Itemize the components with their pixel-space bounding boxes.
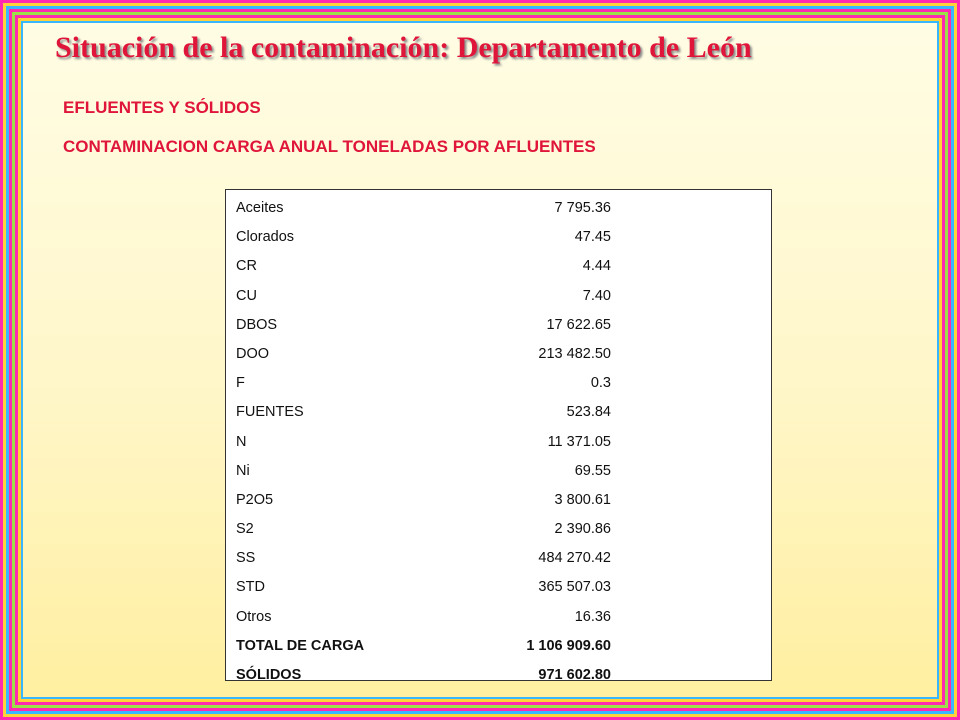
row-label: P2O5: [236, 491, 274, 508]
row-label: Ni: [236, 462, 250, 479]
row-value: 971 602.80: [538, 667, 611, 683]
row-value: 69.55: [574, 462, 611, 479]
row-value: 4.44: [582, 258, 611, 275]
table-row: [226, 400, 771, 429]
row-label: CU: [236, 287, 257, 304]
table-row: [226, 605, 771, 634]
row-label: S2: [236, 521, 254, 538]
row-value: 523.84: [566, 404, 611, 421]
table-row: [226, 488, 771, 517]
row-value: 47.45: [574, 229, 611, 246]
row-value: 2 390.86: [554, 521, 611, 538]
row-label: DBOS: [236, 316, 278, 333]
table-row: [226, 459, 771, 488]
row-label: FUENTES: [236, 404, 304, 421]
row-label: Clorados: [236, 229, 295, 246]
table-row: [226, 313, 771, 342]
table-row: [226, 342, 771, 371]
row-label: Otros: [236, 608, 272, 625]
row-label: DOO: [236, 345, 270, 362]
row-value: 484 270.42: [538, 550, 611, 567]
slide-title: Situación de la contaminación: Departamento de León: [55, 31, 752, 64]
table-row: [226, 546, 771, 575]
row-value: 0.3: [590, 375, 611, 392]
table-row: [226, 634, 771, 663]
row-value: 16.36: [574, 608, 611, 625]
table-row: [226, 196, 771, 225]
row-value: 365 507.03: [538, 579, 611, 596]
table-row: [226, 284, 771, 313]
table-row: [226, 517, 771, 546]
row-value: 11 371.05: [547, 433, 611, 450]
row-label: Aceites: [236, 200, 284, 216]
table-row: [226, 663, 771, 692]
section-subtitle-annual-load: CONTAMINACION CARGA ANUAL TONELADAS POR AFLUENTES: [63, 137, 596, 156]
row-label: N: [236, 433, 247, 450]
row-value: 3 800.61: [554, 491, 611, 508]
row-label: CR: [236, 258, 257, 275]
row-value: 213 482.50: [538, 345, 611, 362]
row-label: SÓLIDOS: [236, 667, 302, 683]
row-label: F: [236, 375, 245, 392]
row-value: 7 795.36: [554, 200, 611, 216]
row-value: 1 106 909.60: [526, 637, 611, 654]
table-row: [226, 254, 771, 283]
section-subtitle-effluents: EFLUENTES Y SÓLIDOS: [63, 98, 261, 117]
contamination-table: [225, 189, 772, 681]
row-label: SS: [236, 550, 256, 567]
row-value: 7.40: [582, 287, 611, 304]
contamination-rows: [226, 196, 771, 692]
row-label: STD: [236, 579, 265, 596]
table-row: [226, 225, 771, 254]
table-row: [226, 371, 771, 400]
table-row: [226, 575, 771, 604]
table-row: [226, 430, 771, 459]
row-value: 17 622.65: [546, 316, 611, 333]
row-label: TOTAL DE CARGA: [236, 637, 365, 654]
